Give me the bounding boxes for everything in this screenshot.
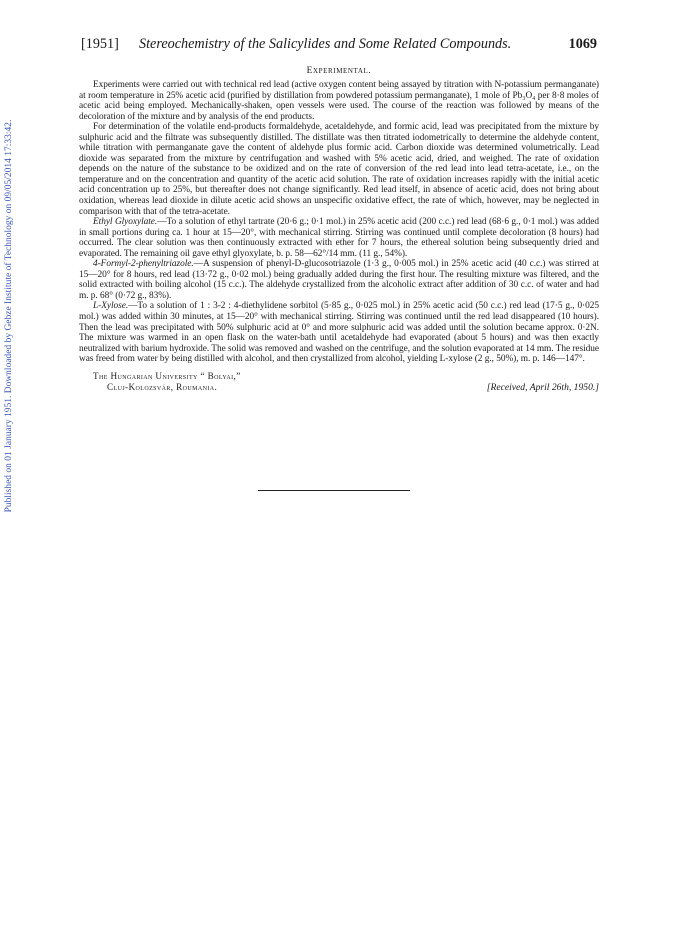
paragraph-text: —To a solution of 1 : 3-2 : 4-diethylidene sorbitol (5·85 g., 0·025 mol.) in 25% acetic acid (50 c.c.) red lead (17·5 g., 0·025 mol.) was added within 30 minutes, at 15—20° with mechanical stirring. Stirring was continued until the red lead disappeared (10 hours). Then the lead was precipitated with 50% sulphuric acid at 0° and more sulphuric acid was added until the solution became approx. 0·2N. The mixture was warmed in an open flask on the water-bath until acetaldehyde had evaporated (about 5 hours) and was then exactly neutralized with barium hydroxide. The solid was removed and washed on the centrifuge, and the solution evaporated at 14 mm. The residue was freed from water by being distilled with alcohol, and then crystallized from alcohol, yielding L-xylose (2 g., 50%), m. p. 146—147°. xyxy=(79,301,599,365)
article-page xyxy=(79,36,599,395)
received-date: [Received, April 26th, 1950.] xyxy=(486,381,599,393)
affiliation-block xyxy=(79,371,599,395)
section-heading: Experimental. xyxy=(306,66,372,76)
affiliation-institution: The Hungarian University “ Bolyai,” xyxy=(93,370,241,381)
download-sidebar xyxy=(0,0,18,937)
affiliation-location: Cluj-Kolozsvár, Roumania. xyxy=(107,381,218,392)
download-notice[interactable]: Published on 01 January 1951. Downloaded by Gebze Institute of Technology on 09/05/2014 17:33:42. xyxy=(4,119,14,513)
end-rule xyxy=(258,490,410,491)
journal-year: [1951] xyxy=(81,36,119,52)
paragraph-text: —To a solution of ethyl tartrate (20·6 g.; 0·1 mol.) in 25% acetic acid (200 c.c.) red lead (68·6 g., 0·1 mol.) was added in small portions during ca. 1 hour at 15—20°, with mechanical stirring. Stirring was continued until complete decoloration (8 hours) had occurred. The clear solution was then continuously extracted with ether for 7 hours, the ethereal solution being subsequently dried and evaporated. The remaining oil gave ethyl glyoxylate, b. p. 58—62°/14 mm. (11 g., 54%). xyxy=(79,217,599,259)
compound-title: Ethyl Glyoxylate. xyxy=(93,217,158,228)
paragraph-materials: Experiments were carried out with technical red lead (active oxygen content being assayed by titration with N-potassium permanganate) at room temperature in 25% acetic acid (purified by distillation from powdered potassium permanganate), 1 mole of Pb₃O₄ per 8·8 moles of acetic acid being employed. Mechanically-shaken, open vessels were used. The course of the reaction was followed by means of the decoloration of the mixture and by analysis of the end products. xyxy=(79,80,599,122)
compound-title: L-Xylose. xyxy=(93,301,129,312)
paragraph-analysis: For determination of the volatile end-products formaldehyde, acetaldehyde, and formic acid, lead was precipitated from the mixture by sulphuric acid and the filtrate was subsequently distilled. The distillate was then titrated iodometrically to determine the aldehyde content, while titration with permanganate gave the content of aldehyde plus formic acid. Carbon dioxide was determined volumetrically. Lead dioxide was separated from the mixture by centrifugation and washed with 5% acetic acid, dried, and weighed. The rate of oxidation depends on the nature of the substance to be oxidized and on the rate of conversion of the red lead into lead tetra-acetate, i.e., on the temperature and on the concentration and quantity of the acetic acid solution. The rate of oxidation increases rapidly with the initial acetic acid concentration up to 25%, but thereafter does not change significantly. Red lead itself, in absence of acetic acid, does not bring about oxidation, whereas lead dioxide in dilute acetic acid shows an unspecific oxidative effect, the rate of which, however, may be neglected in comparison with that of the tetra-acetate. xyxy=(79,122,599,217)
article-title: Stereochemistry of the Salicylides and Some Related Compounds. xyxy=(139,36,512,52)
compound-title: 4-Formyl-2-phenyltriazole. xyxy=(93,259,194,270)
paragraph-formyl-phenyltriazole xyxy=(79,259,599,301)
paragraph-text: —A suspension of phenyl-D-glucosotriazole (1·3 g., 0·005 mol.) in 25% acetic acid (40 c.c.) was stirred at 15—20° for 8 hours, red lead (13·72 g., 0·02 mol.) being gradually added during the first hour. The resulting mixture was filtered, and the solid extracted with boiling alcohol (15 c.c.). The aldehyde crystallized from the alcoholic extract after addition of 30 c.c. of water and had m. p. 68° (0·72 g., 83%). xyxy=(79,259,599,301)
page-number: 1069 xyxy=(568,36,597,52)
paragraph-l-xylose xyxy=(79,301,599,364)
paragraph-ethyl-glyoxylate xyxy=(79,217,599,259)
running-head xyxy=(79,36,599,56)
